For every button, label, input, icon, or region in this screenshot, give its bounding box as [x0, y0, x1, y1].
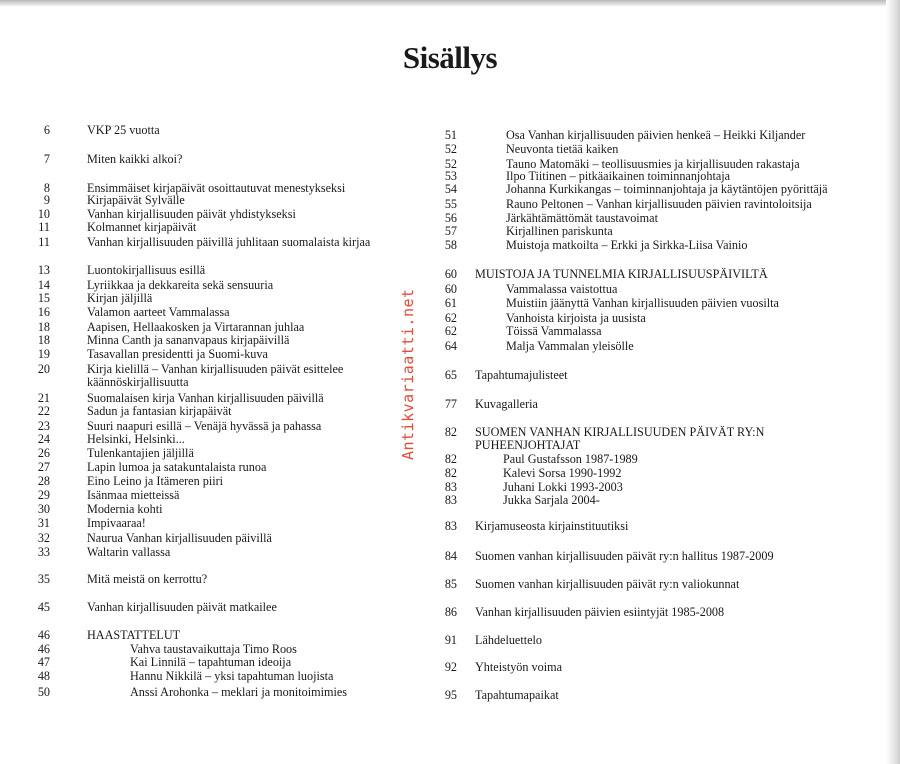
toc-page-number: 46: [37, 642, 50, 656]
toc-entry: [0, 334, 407, 347]
toc-page-number: 86: [444, 605, 457, 619]
toc-entry: [0, 392, 407, 405]
toc-entry: [0, 182, 407, 195]
toc-entry: [0, 643, 450, 656]
toc-entry: [400, 398, 538, 411]
toc-entry-title: Vahva taustavaikuttaja Timo Roos: [130, 642, 297, 656]
toc-page-number: 95: [444, 688, 457, 702]
toc-entry: [400, 453, 638, 466]
toc-page-number: 35: [37, 572, 50, 586]
toc-page-number: 11: [38, 235, 50, 249]
toc-page-number: 58: [444, 238, 457, 252]
toc-page-number: 52: [444, 142, 457, 156]
toc-entry-title: Kalevi Sorsa 1990-1992: [503, 466, 622, 480]
toc-entry-title: Aapisen, Hellaakosken ja Virtarannan juhlaa: [87, 320, 305, 334]
toc-entry-title: Vammalassa vaistottua: [506, 282, 618, 296]
toc-entry-title: Helsinki, Helsinki...: [87, 432, 185, 446]
toc-page-number: 60: [444, 282, 457, 296]
toc-page-number: 31: [37, 516, 50, 530]
toc-page-number: 29: [37, 488, 50, 502]
toc-entry-title: MUISTOJA JA TUNNELMIA KIRJALLISUUSPÄIVILTÄ: [475, 267, 768, 281]
toc-page-number: 45: [37, 600, 50, 614]
toc-page-number: 11: [38, 220, 50, 234]
toc-page-number: 19: [37, 347, 50, 361]
toc-entry-title: Eino Leino ja Itämeren piiri: [87, 474, 224, 488]
toc-entry-title: Johanna Kurkikangas – toiminnanjohtaja ja käytäntöjen pyörittäjä: [506, 182, 828, 196]
toc-entry: [0, 236, 407, 249]
toc-entry: [0, 546, 407, 559]
toc-entry: [400, 212, 658, 225]
toc-entry: [0, 264, 407, 277]
toc-entry: [400, 481, 623, 494]
toc-entry: [0, 292, 407, 305]
toc-page-number: 30: [37, 502, 50, 516]
toc-entry: [400, 129, 805, 142]
toc-entry-title: Anssi Arohonka – meklari ja monitoimimies: [130, 685, 347, 699]
toc-page-number: 14: [37, 278, 50, 292]
toc-entry: [400, 369, 568, 382]
toc-page-number: 54: [444, 182, 457, 196]
toc-entry-title: SUOMEN VANHAN KIRJALLISUUDEN PÄIVÄT RY:N: [475, 425, 765, 439]
toc-entry: [0, 221, 407, 234]
toc-page-number: 18: [37, 333, 50, 347]
contents-right-column: [400, 0, 900, 764]
watermark: Antikvariaatti.net: [399, 288, 417, 460]
toc-page-number: 52: [444, 157, 457, 171]
toc-page-number: 27: [37, 460, 50, 474]
toc-entry: [0, 532, 407, 545]
toc-entry: [400, 268, 768, 281]
toc-entry-title: Suomen vanhan kirjallisuuden päivät ry:n hallitus 1987-2009: [475, 549, 774, 563]
toc-entry-title: Miten kaikki alkoi?: [87, 152, 183, 166]
toc-entry: [0, 489, 407, 502]
toc-page-number: 62: [444, 311, 457, 325]
toc-page-number: 65: [444, 368, 457, 382]
toc-page-number: 47: [37, 655, 50, 669]
toc-page-number: 10: [37, 207, 50, 221]
toc-entry: [0, 348, 407, 361]
toc-entry-title: VKP 25 vuotta: [87, 123, 160, 137]
toc-page-number: 82: [444, 466, 457, 480]
toc-page-number: 83: [444, 480, 457, 494]
toc-entry-title: Tapahtumajulisteet: [475, 368, 568, 382]
toc-entry-title: Suomen vanhan kirjallisuuden päivät ry:n valiokunnat: [475, 577, 740, 591]
toc-entry-title: Kirjamuseosta kirjainstituutiksi: [475, 519, 629, 533]
toc-page-number: 20: [37, 362, 50, 376]
toc-page-number: 56: [444, 211, 457, 225]
toc-page-number: 22: [37, 404, 50, 418]
toc-entry-title: Impivaaraa!: [87, 516, 146, 530]
toc-entry-title: Tulenkantajien jäljillä: [87, 446, 194, 460]
toc-entry-title: Tapahtumapaikat: [475, 688, 559, 702]
toc-entry-title: Malja Vammalan yleisölle: [506, 339, 634, 353]
toc-page-number: 6: [43, 123, 50, 137]
toc-entry: [0, 629, 407, 642]
toc-entry: [400, 183, 828, 196]
toc-entry-title: Kirjan jäljillä: [87, 291, 153, 305]
toc-page-number: 33: [37, 545, 50, 559]
toc-page-number: 28: [37, 474, 50, 488]
toc-page-number: 61: [444, 296, 457, 310]
toc-entry-title: Neuvonta tietää kaiken: [506, 142, 619, 156]
toc-page-number: 83: [444, 519, 457, 533]
toc-entry-title: Suuri naapuri esillä – Venäjä hyvässä ja pahassa: [87, 419, 322, 433]
toc-entry: [0, 686, 450, 699]
toc-entry-title: Töissä Vammalassa: [506, 324, 602, 338]
page-title: Sisällys: [402, 40, 498, 75]
toc-entry: [0, 461, 407, 474]
toc-entry: [400, 198, 812, 211]
toc-entry: [400, 426, 764, 439]
toc-entry-title: Ensimmäiset kirjapäivät osoittautuvat menestykseksi: [87, 181, 346, 195]
toc-page-number: 82: [444, 425, 457, 439]
toc-page-number: 57: [444, 224, 457, 238]
toc-entry-title: Waltarin vallassa: [87, 545, 171, 559]
toc-entry-title: Tauno Matomäki – teollisuusmies ja kirjallisuuden rakastaja: [506, 157, 800, 171]
toc-entry-title: HAASTATTELUT: [87, 628, 181, 642]
toc-entry: [0, 601, 407, 614]
toc-page-number: 15: [37, 291, 50, 305]
toc-page-number: 64: [444, 339, 457, 353]
toc-entry: [0, 153, 407, 166]
toc-entry-title: Vanhan kirjallisuuden päivät matkailee: [87, 600, 277, 614]
toc-entry-title: Suomalaisen kirja Vanhan kirjallisuuden päivillä: [87, 391, 324, 405]
toc-entry: [400, 239, 747, 252]
toc-entry: [400, 689, 559, 702]
toc-page-number: 48: [37, 669, 50, 683]
toc-entry-title: Juhani Lokki 1993-2003: [503, 480, 623, 494]
toc-page-number: 85: [444, 577, 457, 591]
toc-entry-title: Kirja kielillä – Vanhan kirjallisuuden päivät esittelee käännöskirjallisuutta: [87, 362, 344, 389]
toc-entry: [0, 670, 450, 683]
toc-entry: [400, 606, 724, 619]
toc-entry-title: Modernia kohti: [87, 502, 163, 516]
toc-entry: [0, 503, 407, 516]
toc-entry: [0, 124, 407, 137]
toc-entry-title: Muistoja matkoilta – Erkki ja Sirkka-Liisa Vainio: [506, 238, 748, 252]
toc-entry: [0, 573, 407, 586]
toc-entry-title: Ilpo Tiitinen – pitkäaikainen toiminnanjohtaja: [506, 169, 731, 183]
toc-entry-title: Kirjapäivät Sylvälle: [87, 193, 185, 207]
toc-entry-title: Vanhan kirjallisuuden päivillä juhlitaan suomalaista kirjaa: [87, 235, 371, 249]
toc-entry-title: Lähdeluettelo: [475, 633, 543, 647]
toc-page-number: 7: [43, 152, 50, 166]
toc-entry-title: Minna Canth ja sananvapaus kirjapäivillä: [87, 333, 290, 347]
toc-page-number: 50: [37, 685, 50, 699]
toc-page-number: 82: [444, 452, 457, 466]
toc-entry: [0, 433, 407, 446]
toc-entry: [400, 143, 618, 156]
toc-entry: [0, 208, 407, 221]
toc-entry-title: Lapin lumoa ja satakuntalaista runoa: [87, 460, 267, 474]
toc-page-number: 9: [43, 193, 50, 207]
toc-entry: [400, 170, 730, 183]
toc-entry: [0, 447, 407, 460]
toc-page-number: 84: [444, 549, 457, 563]
toc-entry: [400, 340, 634, 353]
toc-entry: [400, 467, 621, 480]
toc-entry: [0, 306, 407, 319]
toc-page-number: 26: [37, 446, 50, 460]
toc-page-number: 51: [444, 128, 457, 142]
toc-entry: [400, 520, 628, 533]
toc-entry: [0, 194, 407, 207]
toc-entry: [400, 312, 646, 325]
toc-entry-title: Sadun ja fantasian kirjapäivät: [87, 404, 232, 418]
toc-entry-title: Järkähtämättömät taustavoimat: [506, 211, 658, 225]
toc-entry-title: Jukka Sarjala 2004-: [503, 493, 600, 507]
toc-entry-title: Paul Gustafsson 1987-1989: [503, 452, 638, 466]
toc-page-number: 13: [37, 263, 50, 277]
toc-entry-title: Valamon aarteet Vammalassa: [87, 305, 230, 319]
toc-page-number: 16: [37, 305, 50, 319]
toc-entry-title: Yhteistyön voima: [475, 660, 562, 674]
toc-page-number: 32: [37, 531, 50, 545]
toc-entry: [400, 225, 613, 238]
toc-entry: [0, 517, 407, 530]
toc-page-number: 46: [37, 628, 50, 642]
toc-page-number: 55: [444, 197, 457, 211]
toc-entry: [0, 656, 450, 669]
toc-entry-title: PUHEENJOHTAJAT: [475, 438, 581, 452]
toc-entry: [0, 420, 407, 433]
toc-entry-title: Muistiin jäänyttä Vanhan kirjallisuuden päivien vuosilta: [506, 296, 779, 310]
toc-entry-title: Mitä meistä on kerrottu?: [87, 572, 208, 586]
toc-entry-title: Kolmannet kirjapäivät: [87, 220, 197, 234]
toc-entry-title: Tasavallan presidentti ja Suomi-kuva: [87, 347, 268, 361]
toc-entry: [400, 439, 580, 452]
toc-page-number: 91: [444, 633, 457, 647]
toc-entry: [0, 363, 407, 388]
toc-entry-title: Kirjallinen pariskunta: [506, 224, 613, 238]
toc-entry: [0, 405, 407, 418]
toc-entry: [0, 279, 407, 292]
toc-entry-title: Naurua Vanhan kirjallisuuden päivillä: [87, 531, 272, 545]
toc-entry: [400, 283, 617, 296]
toc-page-number: 8: [43, 181, 50, 195]
toc-entry-title: Hannu Nikkilä – yksi tapahtuman luojista: [130, 669, 334, 683]
toc-entry: [400, 661, 562, 674]
toc-entry-title: Vanhoista kirjoista ja uusista: [506, 311, 646, 325]
toc-entry-title: Rauno Peltonen – Vanhan kirjallisuuden päivien ravintoloitsija: [506, 197, 812, 211]
toc-entry: [400, 578, 739, 591]
toc-entry-title: Vanhan kirjallisuuden päivät yhdistykseksi: [87, 207, 296, 221]
toc-entry-title: Lyriikkaa ja dekkareita sekä sensuuria: [87, 278, 274, 292]
toc-page-number: 83: [444, 493, 457, 507]
toc-page-number: 24: [37, 432, 50, 446]
toc-entry-title: Isänmaa mietteissä: [87, 488, 180, 502]
contents-left-column: [0, 0, 420, 764]
toc-entry: [400, 494, 600, 507]
toc-page-number: 60: [444, 267, 457, 281]
toc-page-number: 62: [444, 324, 457, 338]
toc-entry: [0, 321, 407, 334]
toc-entry-title: Osa Vanhan kirjallisuuden päivien henkeä – Heikki Kiljander: [506, 128, 806, 142]
toc-entry: [400, 634, 542, 647]
toc-entry: [0, 475, 407, 488]
toc-entry: [400, 325, 602, 338]
toc-entry-title: Kai Linnilä – tapahtuman ideoija: [130, 655, 292, 669]
toc-page-number: 92: [444, 660, 457, 674]
toc-entry-title: Luontokirjallisuus esillä: [87, 263, 206, 277]
toc-page-number: 21: [37, 391, 50, 405]
toc-page-number: 53: [444, 169, 457, 183]
toc-entry: [400, 550, 774, 563]
toc-page-number: 23: [37, 419, 50, 433]
toc-page-number: 77: [444, 397, 457, 411]
toc-entry-title: Vanhan kirjallisuuden päivien esiintyjät 1985-2008: [475, 605, 725, 619]
toc-entry: [400, 297, 779, 310]
toc-entry-title: Kuvagalleria: [475, 397, 538, 411]
toc-page-number: 18: [37, 320, 50, 334]
